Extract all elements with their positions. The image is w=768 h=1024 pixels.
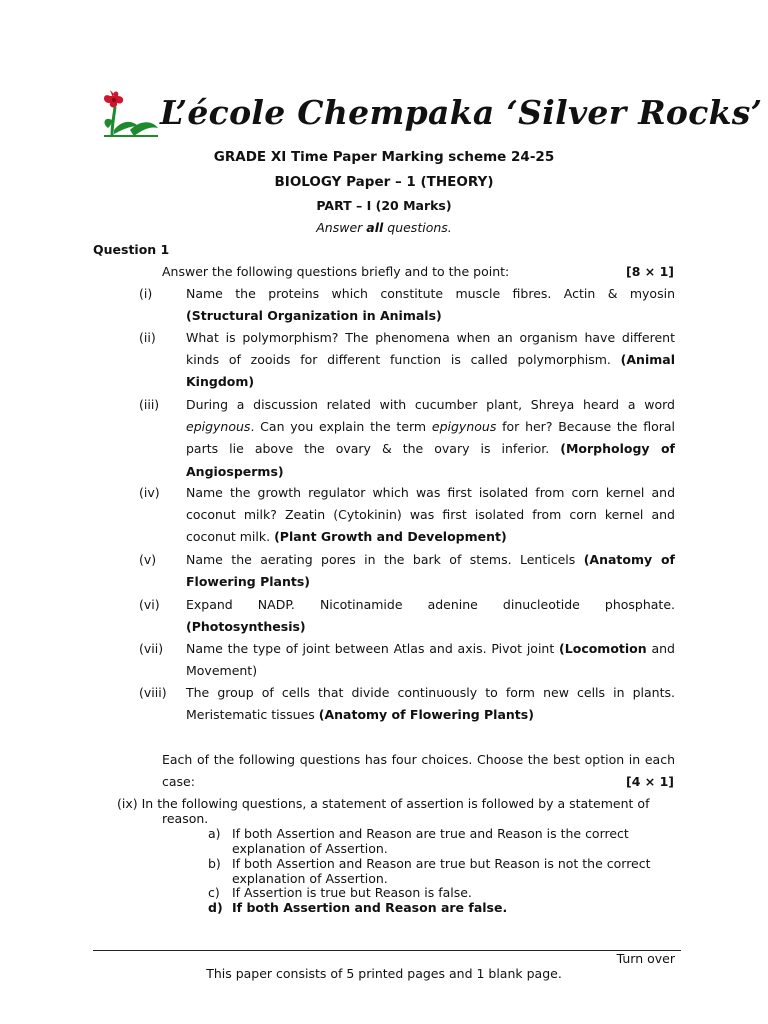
option-label: d): [208, 900, 223, 915]
option-text: If both Assertion and Reason are false.: [232, 900, 508, 915]
school-name: L’école Chempaka ‘Silver Rocks’: [160, 93, 763, 132]
item-text: What is polymorphism? The phenomena when an organism have different kinds of zooids for different function is called polymorphism. (Animal Kingdom): [186, 330, 675, 390]
item-number: (vi): [139, 597, 160, 612]
option-label: a): [208, 826, 221, 841]
choices-marks: [4 × 1]: [626, 774, 674, 789]
item-number: (i): [139, 286, 153, 301]
question-label: Question 1: [93, 242, 170, 257]
item-number: (iii): [139, 397, 160, 412]
choices-intro: Each of the following questions has four choices. Choose the best option in each case:: [162, 752, 675, 789]
question-marks: [8 × 1]: [626, 264, 674, 279]
school-logo-icon: [100, 90, 162, 140]
item-text: Name the proteins which constitute muscle fibres. Actin & myosin (Structural Organization in Animals): [186, 286, 675, 324]
item-text: The group of cells that divide continuously to form new cells in plants. Meristematic tissues (Anatomy of Flowering Plants): [186, 685, 675, 723]
item-number: (ii): [139, 330, 156, 345]
question-intro: Answer the following questions briefly and to the point:: [162, 264, 510, 279]
item-number: (viii): [139, 685, 167, 700]
item-text: Expand NADP. Nicotinamide adenine dinucleotide phosphate. (Photosynthesis): [186, 597, 675, 635]
item-text: In the following questions, a statement of assertion is followed by a statement of: [141, 796, 650, 811]
item-text: Name the type of joint between Atlas and axis. Pivot joint (Locomotion and Movement): [186, 641, 675, 679]
item-number: (iv): [139, 485, 160, 500]
item-number: (vii): [139, 641, 164, 656]
page-count-note: This paper consists of 5 printed pages and 1 blank page.: [206, 966, 562, 981]
item-ix-continuation: reason.: [162, 811, 209, 826]
option-text: If both Assertion and Reason are true and Reason is the correct explanation of Assertion.: [232, 826, 629, 856]
item-text: During a discussion related with cucumber plant, Shreya heard a word epigynous. Can you explain the term epigynous for her? Because the floral parts lie above the ovary & the ovary is inferior. (Morphology of Angiosperms): [186, 397, 676, 479]
item-number: (v): [139, 552, 157, 567]
option-label: c): [208, 885, 220, 900]
paper-title: GRADE XI Time Paper Marking scheme 24-25: [213, 149, 555, 165]
paper-instruction: Answer all questions.: [316, 220, 452, 235]
footer-divider: [93, 950, 681, 951]
turn-over-note: Turn over: [616, 951, 675, 966]
option-label: b): [208, 856, 221, 871]
item-text: Name the growth regulator which was first isolated from corn kernel and coconut milk? Zeatin (Cytokinin) was first isolated from corn kernel and coconut milk. (Plant Growth and Development): [186, 485, 675, 545]
paper-subject: BIOLOGY Paper – 1 (THEORY): [274, 174, 494, 190]
option-text: If both Assertion and Reason are true but Reason is not the correct explanation of Assertion.: [232, 856, 651, 886]
paper-part: PART – I (20 Marks): [316, 198, 452, 213]
item-text: Name the aerating pores in the bark of stems. Lenticels (Anatomy of Flowering Plants): [186, 552, 675, 590]
item-number: (ix): [117, 796, 138, 811]
item-ix: [117, 796, 677, 811]
option-text: If Assertion is true but Reason is false.: [232, 885, 472, 900]
